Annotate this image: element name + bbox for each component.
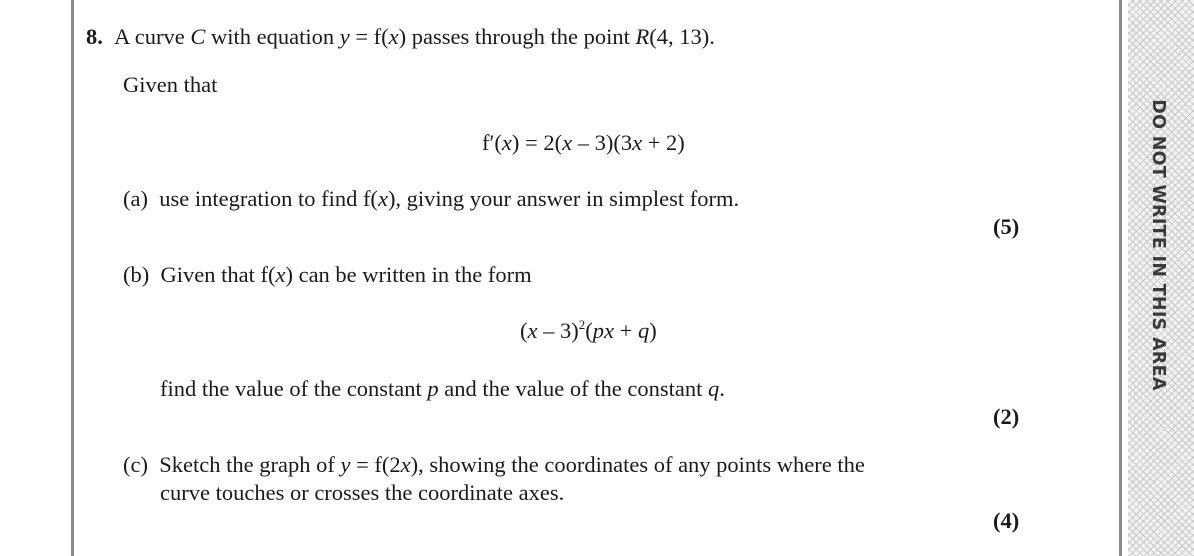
derivative-equation: f′(x) = 2(x – 3)(3x + 2): [482, 130, 685, 155]
part-a-text: (a) use integration to find f(x), giving your answer in simplest form.: [123, 186, 740, 211]
left-margin-rule: [71, 0, 74, 556]
given-that-text: Given that: [123, 72, 218, 97]
part-c-marks: (4): [993, 508, 1020, 533]
part-b-text: (b) Given that f(x) can be written in the form: [123, 262, 532, 287]
part-a-marks: (5): [993, 214, 1020, 239]
part-c-text-line2: curve touches or crosses the coordinate axes.: [160, 480, 565, 505]
question-number: 8.: [86, 24, 103, 49]
do-not-write-label: DO NOT WRITE IN THIS AREA: [1148, 99, 1168, 391]
part-b-form-expression: (x – 3)$^2$(px + q): [520, 317, 657, 343]
part-b-find-text: find the value of the constant p and the value of the constant q.: [160, 376, 725, 401]
part-a-label: (a): [123, 186, 148, 211]
part-b-marks: (2): [993, 404, 1020, 429]
part-c-text: (c) Sketch the graph of y = f(2x), showing the coordinates of any points where the: [123, 452, 865, 477]
right-margin-rule: [1119, 0, 1122, 556]
part-c-label: (c): [123, 452, 148, 477]
question-line: 8. A curve C with equation y = f(x) passes through the point R(4, 13).: [86, 24, 715, 49]
part-b-label: (b): [123, 262, 150, 287]
